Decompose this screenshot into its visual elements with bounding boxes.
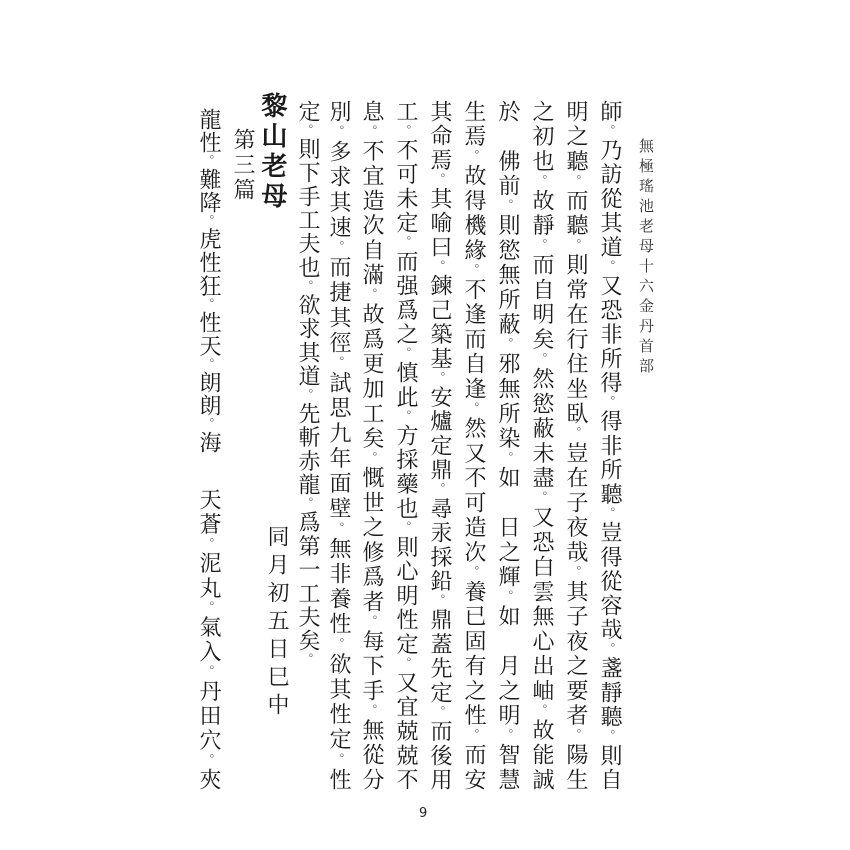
punctuation-mark: 。 (331, 521, 345, 538)
punctuation-mark: 。 (331, 125, 345, 141)
punctuation-mark: 。 (602, 395, 616, 410)
text-column: 師。乃訪從其道。又恐非所得。得非所聽。豈得從容哉。盞靜聽。則自 (597, 100, 622, 791)
punctuation-mark: 。 (331, 637, 345, 653)
text-column: 明之聽。而聽。則常在行住坐臥。豈在子夜哉。其子夜之要者。陽生 (563, 100, 588, 791)
punctuation-mark: 。 (300, 653, 314, 666)
punctuation-mark: 。 (500, 728, 514, 744)
text-column: 別。多求其速。而捷其徑。試思九年面壁。無非養性。欲其性定。性 (326, 100, 351, 791)
text-column: 息。不宜造次自滿。故爲更加工矣。慨世之修爲者。每下手。無從分 (359, 100, 384, 791)
punctuation-mark: 。 (466, 401, 480, 417)
text-column: 生焉。故得機緣。不逢而自逢。然又不可造次。養已固有之性。而安 (461, 100, 486, 791)
punctuation-mark: 。 (300, 279, 314, 294)
punctuation-mark: 。 (534, 352, 548, 368)
text-column: 於 佛前。則慾無所蔽。邪無所染。如 日之輝。如 月之明。智慧 (495, 100, 520, 791)
punctuation-mark: 。 (534, 490, 548, 506)
text-column: 其命焉。其喻曰。鍊己築基。安爐定鼎。尋汞採鉛。鼎蓋先定。而後用 (427, 100, 452, 791)
punctuation-mark: 。 (201, 753, 215, 769)
punctuation-mark: 。 (300, 388, 314, 403)
punctuation-mark: 。 (500, 337, 514, 353)
punctuation-mark: 。 (432, 371, 446, 386)
text-column: 龍性。難降。虎性狂。性天。朗朗。海 (196, 108, 221, 453)
punctuation-mark: 。 (568, 174, 582, 190)
punctuation-mark: 。 (534, 238, 548, 254)
author-title: 黎山老母 (257, 92, 287, 212)
punctuation-mark: 。 (500, 199, 514, 214)
punctuation-mark: 。 (201, 297, 215, 312)
text-column: 之初也。故靜。而自明矣。然慾蔽未盡。又恐白雲無心出岫。故能誠 (529, 100, 554, 791)
punctuation-mark: 。 (331, 240, 345, 256)
punctuation-mark: 。 (568, 238, 582, 254)
punctuation-mark: 。 (568, 426, 582, 442)
punctuation-mark: 。 (364, 124, 378, 140)
punctuation-mark: 。 (432, 259, 446, 275)
punctuation-mark: 。 (602, 506, 616, 522)
chapter-heading: 第三篇 (230, 128, 255, 203)
punctuation-mark: 。 (300, 123, 314, 138)
text-column: 定。則下手工夫也。欲求其道。先斬赤龍。爲第一工夫矣。 (295, 100, 320, 666)
punctuation-mark: 。 (466, 263, 480, 279)
punctuation-mark: 。 (398, 124, 412, 139)
running-header: 無極瑤池老母十六金丹首部 (637, 138, 655, 378)
punctuation-mark: 。 (466, 565, 480, 580)
punctuation-mark: 。 (300, 497, 314, 511)
text-column: 工。不可未定。而强爲之。慎此。方採藥也。則心明性定。又宜兢兢不 (393, 100, 418, 791)
punctuation-mark: 。 (500, 451, 514, 467)
punctuation-mark: 。 (331, 356, 345, 372)
punctuation-mark: 。 (398, 409, 412, 425)
punctuation-mark: 。 (432, 482, 446, 497)
punctuation-mark: 。 (602, 124, 616, 139)
page-number: 9 (419, 806, 428, 821)
punctuation-mark: 。 (534, 174, 548, 190)
text-column: 天蒼。泥丸。氣入。丹田穴。夾 (196, 488, 221, 791)
punctuation-mark: 。 (432, 593, 446, 609)
punctuation-mark: 。 (432, 705, 446, 720)
punctuation-mark: 。 (398, 656, 412, 672)
punctuation-mark: 。 (568, 728, 582, 744)
punctuation-mark: 。 (201, 214, 215, 228)
punctuation-mark: 。 (466, 149, 480, 165)
punctuation-mark: 。 (364, 451, 378, 467)
punctuation-mark: 。 (398, 521, 412, 536)
punctuation-mark: 。 (201, 417, 215, 431)
punctuation-mark: 。 (364, 703, 378, 719)
punctuation-mark: 。 (534, 703, 548, 719)
date-line: 同月初五日巳中 (264, 525, 289, 721)
punctuation-mark: 。 (364, 614, 378, 630)
punctuation-mark: 。 (398, 347, 412, 362)
punctuation-mark: 。 (201, 537, 215, 552)
punctuation-mark: 。 (432, 172, 446, 188)
punctuation-mark: 。 (466, 728, 480, 744)
punctuation-mark: 。 (568, 565, 582, 580)
punctuation-mark: 。 (602, 729, 616, 744)
punctuation-mark: 。 (201, 664, 215, 680)
punctuation-mark: 。 (331, 752, 345, 769)
punctuation-mark: 。 (398, 235, 412, 250)
punctuation-mark: 。 (201, 357, 215, 372)
punctuation-mark: 。 (602, 642, 616, 657)
punctuation-mark: 。 (201, 154, 215, 168)
punctuation-mark: 。 (602, 259, 616, 275)
punctuation-mark: 。 (201, 601, 215, 616)
punctuation-mark: 。 (364, 288, 378, 303)
punctuation-mark: 。 (500, 589, 514, 605)
